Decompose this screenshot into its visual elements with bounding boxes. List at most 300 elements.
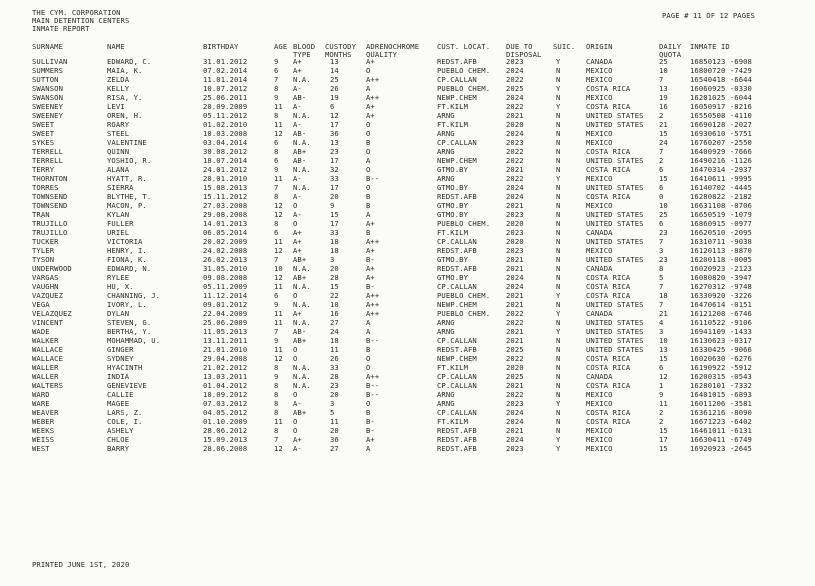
cell-name: FULLER: [107, 219, 134, 228]
cell-suicidal: N: [556, 93, 561, 102]
cell-custody-months: 28: [330, 273, 339, 282]
cell-blood-type: AB+: [293, 273, 307, 282]
cell-cust-locat: PUEBLO CHEM.: [437, 309, 491, 318]
cell-custody-months: 17: [330, 183, 339, 192]
cell-age: 8: [274, 84, 279, 93]
cell-origin: COSTA RICA: [586, 192, 631, 201]
table-row: [0, 255, 815, 264]
cell-origin: CANADA: [586, 57, 613, 66]
cell-suicidal: Y: [556, 102, 561, 111]
cell-blood-type: AB+: [293, 255, 307, 264]
cell-adrenochrome-quality: B-: [366, 426, 375, 435]
cell-blood-type: AB-: [293, 129, 307, 138]
cell-custody-months: 18: [330, 237, 339, 246]
table-row: [0, 399, 815, 408]
col-daily: DAILY: [659, 42, 682, 51]
cell-age: 7: [274, 435, 279, 444]
cell-birthday: 09.01.2012: [203, 300, 248, 309]
cell-surname: WALLER: [32, 372, 59, 381]
cell-age: 9: [274, 165, 279, 174]
table-row: [0, 138, 815, 147]
cell-adrenochrome-quality: B: [366, 138, 371, 147]
table-row: [0, 174, 815, 183]
cell-suicidal: N: [556, 75, 561, 84]
col-daily-quota: QUOTA: [659, 50, 682, 59]
cell-blood-type: AB-: [293, 327, 307, 336]
cell-due-year: 2021: [506, 165, 524, 174]
cell-birthday: 05.11.2012: [203, 111, 248, 120]
cell-cust-locat: FT.KILM: [437, 120, 468, 129]
cell-surname: SYKES: [32, 138, 55, 147]
cell-adrenochrome-quality: A+: [366, 273, 375, 282]
cell-due-year: 2024: [506, 417, 524, 426]
cell-inmate-id: 16690128 -2027: [690, 120, 752, 129]
table-row: [0, 372, 815, 381]
cell-age: 6: [274, 66, 279, 75]
table-row: [0, 282, 815, 291]
cell-suicidal: N: [556, 111, 561, 120]
cell-due-year: 2021: [506, 201, 524, 210]
cell-origin: COSTA RICA: [586, 408, 631, 417]
cell-name: FIONA, K.: [107, 255, 147, 264]
cell-name: HENRY, I.: [107, 246, 147, 255]
cell-cust-locat: GTMO.BY: [437, 201, 468, 210]
cell-due-year: 2020: [506, 363, 524, 372]
cell-age: 10: [274, 264, 283, 273]
cell-adrenochrome-quality: O: [366, 129, 371, 138]
cell-suicidal: N: [556, 192, 561, 201]
cell-blood-type: A-: [293, 102, 302, 111]
cell-inmate-id: 16080820 -3947: [690, 273, 752, 282]
cell-daily-quota: 2: [659, 156, 664, 165]
cell-daily-quota: 15: [659, 426, 668, 435]
cell-suicidal: N: [556, 354, 561, 363]
cell-surname: SWANSON: [32, 93, 63, 102]
cell-name: CHLOE: [107, 435, 130, 444]
table-row: [0, 156, 815, 165]
cell-custody-months: 19: [330, 93, 339, 102]
cell-age: 9: [274, 336, 279, 345]
cell-origin: UNITED STATES: [586, 210, 644, 219]
cell-birthday: 25.06.2009: [203, 318, 248, 327]
cell-surname: TOWNSEND: [32, 192, 68, 201]
cell-surname: SWEENEY: [32, 111, 63, 120]
cell-blood-type: A+: [293, 309, 302, 318]
cell-blood-type: A-: [293, 192, 302, 201]
cell-birthday: 10.07.2012: [203, 84, 248, 93]
cell-birthday: 10.09.2012: [203, 390, 248, 399]
cell-blood-type: N.A.: [293, 300, 311, 309]
cell-blood-type: O: [293, 291, 298, 300]
cell-name: KELLY: [107, 84, 130, 93]
cell-cust-locat: NEWP.CHEM: [437, 93, 477, 102]
cell-daily-quota: 6: [659, 219, 664, 228]
cell-blood-type: N.A.: [293, 318, 311, 327]
cell-due-year: 2022: [506, 309, 524, 318]
cell-name: SYDNEY: [107, 354, 134, 363]
cell-custody-months: 20: [330, 390, 339, 399]
cell-cust-locat: GTMO.BY: [437, 273, 468, 282]
cell-adrenochrome-quality: B: [366, 228, 371, 237]
cell-adrenochrome-quality: A: [366, 444, 371, 453]
cell-surname: TYSON: [32, 255, 55, 264]
cell-custody-months: 11: [330, 417, 339, 426]
cell-name: ROARY: [107, 120, 130, 129]
cell-origin: UNITED STATES: [586, 327, 644, 336]
cell-daily-quota: 7: [659, 147, 664, 156]
cell-adrenochrome-quality: B--: [366, 336, 380, 345]
cell-due-year: 2024: [506, 66, 524, 75]
cell-surname: WALLACE: [32, 345, 63, 354]
cell-name: RYLEE: [107, 273, 130, 282]
cell-daily-quota: 7: [659, 282, 664, 291]
cell-adrenochrome-quality: O: [366, 354, 371, 363]
cell-blood-type: AB-: [293, 93, 307, 102]
cell-origin: COSTA RICA: [586, 84, 631, 93]
cell-origin: COSTA RICA: [586, 291, 631, 300]
cell-due-year: 2023: [506, 57, 524, 66]
cell-cust-locat: FT.KILM: [437, 228, 468, 237]
cell-blood-type: N.A.: [293, 183, 311, 192]
cell-daily-quota: 2: [659, 408, 664, 417]
cell-daily-quota: 15: [659, 444, 668, 453]
cell-surname: WEBER: [32, 417, 55, 426]
cell-suicidal: N: [556, 147, 561, 156]
cell-origin: MEXICO: [586, 201, 613, 210]
cell-name: ALANA: [107, 165, 130, 174]
cell-blood-type: O: [293, 417, 298, 426]
cell-daily-quota: 1: [659, 381, 664, 390]
cell-birthday: 15.08.2013: [203, 183, 248, 192]
cell-cust-locat: ARNG: [437, 174, 455, 183]
cell-origin: MEXICO: [586, 390, 613, 399]
cell-origin: COSTA RICA: [586, 273, 631, 282]
cell-blood-type: A-: [293, 444, 302, 453]
cell-adrenochrome-quality: B--: [366, 381, 380, 390]
cell-birthday: 07.02.2014: [203, 66, 248, 75]
cell-birthday: 27.03.2008: [203, 201, 248, 210]
cell-age: 9: [274, 57, 279, 66]
cell-birthday: 20.09.2009: [203, 102, 248, 111]
cell-surname: VAZQUEZ: [32, 291, 63, 300]
cell-age: 11: [274, 120, 283, 129]
table-row: [0, 336, 815, 345]
cell-age: 12: [274, 201, 283, 210]
cell-age: 7: [274, 75, 279, 84]
cell-inmate-id: 16280101 -7332: [690, 381, 752, 390]
cell-inmate-id: 16011206 -3581: [690, 399, 752, 408]
cell-surname: WALTERS: [32, 381, 63, 390]
cell-origin: COSTA RICA: [586, 102, 631, 111]
cell-due-year: 2021: [506, 381, 524, 390]
cell-adrenochrome-quality: A+: [366, 57, 375, 66]
cell-name: MAIA, K.: [107, 66, 143, 75]
cell-adrenochrome-quality: B: [366, 201, 371, 210]
cell-origin: MEXICO: [586, 66, 613, 75]
cell-surname: TERRELL: [32, 156, 63, 165]
cell-inmate-id: 16930610 -5751: [690, 129, 752, 138]
table-row: [0, 210, 815, 219]
cell-daily-quota: 13: [659, 345, 668, 354]
cell-custody-months: 18: [330, 336, 339, 345]
cell-cust-locat: REDST.AFB: [437, 246, 477, 255]
cell-age: 9: [274, 93, 279, 102]
cell-adrenochrome-quality: A++: [366, 93, 380, 102]
cell-due-year: 2025: [506, 345, 524, 354]
cell-custody-months: 18: [330, 246, 339, 255]
cell-adrenochrome-quality: B--: [366, 390, 380, 399]
cell-daily-quota: 6: [659, 165, 664, 174]
cell-age: 7: [274, 183, 279, 192]
report-division: MAIN DETENTION CENTERS: [32, 16, 130, 25]
cell-blood-type: A-: [293, 120, 302, 129]
cell-suicidal: N: [556, 417, 561, 426]
cell-due-year: 2023: [506, 444, 524, 453]
cell-custody-months: 24: [330, 327, 339, 336]
cell-inmate-id: 16620510 -2095: [690, 228, 752, 237]
cell-age: 11: [274, 318, 283, 327]
cell-cust-locat: CP.CALLAN: [437, 408, 477, 417]
cell-custody-months: 27: [330, 318, 339, 327]
cell-daily-quota: 25: [659, 57, 668, 66]
cell-origin: MEXICO: [586, 174, 613, 183]
cell-surname: WEST: [32, 444, 50, 453]
cell-origin: MEXICO: [586, 399, 613, 408]
cell-custody-months: 6: [330, 102, 335, 111]
table-row: [0, 435, 815, 444]
cell-custody-months: 20: [330, 192, 339, 201]
cell-due-year: 2025: [506, 372, 524, 381]
col-blood: BLOOD: [293, 42, 316, 51]
table-row: [0, 111, 815, 120]
cell-name: LARS, Z.: [107, 408, 143, 417]
cell-birthday: 15.09.2013: [203, 435, 248, 444]
cell-name: YOSHIO, R.: [107, 156, 152, 165]
cell-origin: MEXICO: [586, 246, 613, 255]
table-row: [0, 183, 815, 192]
cell-blood-type: O: [293, 201, 298, 210]
table-row: [0, 165, 815, 174]
table-row: [0, 417, 815, 426]
cell-custody-months: 23: [330, 147, 339, 156]
cell-inmate-id: 16121208 -6746: [690, 309, 752, 318]
cell-surname: WARE: [32, 399, 50, 408]
cell-adrenochrome-quality: O: [366, 399, 371, 408]
cell-birthday: 11.12.2014: [203, 291, 248, 300]
cell-blood-type: O: [293, 219, 298, 228]
cell-blood-type: A-: [293, 210, 302, 219]
cell-adrenochrome-quality: A+: [366, 102, 375, 111]
cell-cust-locat: ARNG: [437, 147, 455, 156]
cell-age: 8: [274, 111, 279, 120]
cell-origin: COSTA RICA: [586, 165, 631, 174]
col-name: NAME: [107, 42, 125, 51]
cell-name: INDIA: [107, 372, 130, 381]
cell-custody-months: 17: [330, 120, 339, 129]
cell-adrenochrome-quality: A: [366, 327, 371, 336]
cell-age: 8: [274, 363, 279, 372]
cell-surname: WALKER: [32, 336, 59, 345]
table-row: [0, 147, 815, 156]
cell-blood-type: A-: [293, 84, 302, 93]
cell-daily-quota: 6: [659, 183, 664, 192]
cell-origin: CANADA: [586, 309, 613, 318]
cell-cust-locat: CP.CALLAN: [437, 75, 477, 84]
cell-inmate-id: 16280822 -2182: [690, 192, 752, 201]
cell-adrenochrome-quality: B--: [366, 174, 380, 183]
cell-name: ZELDA: [107, 75, 130, 84]
cell-birthday: 01.10.2009: [203, 417, 248, 426]
cell-suicidal: N: [556, 255, 561, 264]
cell-adrenochrome-quality: B-: [366, 255, 375, 264]
cell-custody-months: 13: [330, 138, 339, 147]
cell-inmate-id: 16310711 -9038: [690, 237, 752, 246]
cell-suicidal: Y: [556, 399, 561, 408]
cell-custody-months: 36: [330, 129, 339, 138]
cell-age: 12: [274, 246, 283, 255]
cell-cust-locat: FT.KILM: [437, 417, 468, 426]
cell-cust-locat: NEWP.CHEM: [437, 300, 477, 309]
cell-adrenochrome-quality: O: [366, 363, 371, 372]
cell-age: 8: [274, 192, 279, 201]
cell-cust-locat: REDST.AFB: [437, 264, 477, 273]
cell-cust-locat: ARNG: [437, 318, 455, 327]
cell-adrenochrome-quality: O: [366, 120, 371, 129]
cell-surname: TRUJILLO: [32, 219, 68, 228]
cell-cust-locat: GTMO.BY: [437, 255, 468, 264]
cell-adrenochrome-quality: A: [366, 318, 371, 327]
cell-cust-locat: REDST.AFB: [437, 192, 477, 201]
cell-suicidal: N: [556, 408, 561, 417]
cell-origin: UNITED STATES: [586, 120, 644, 129]
cell-cust-locat: NEWP.CHEM: [437, 156, 477, 165]
cell-age: 12: [274, 354, 283, 363]
cell-adrenochrome-quality: A: [366, 210, 371, 219]
cell-blood-type: A+: [293, 228, 302, 237]
cell-due-year: 2024: [506, 282, 524, 291]
cell-custody-months: 17: [330, 156, 339, 165]
cell-daily-quota: 7: [659, 237, 664, 246]
cell-adrenochrome-quality: A+: [366, 264, 375, 273]
cell-blood-type: N.A.: [293, 282, 311, 291]
cell-inmate-id: 16200315 -0543: [690, 372, 752, 381]
cell-surname: TERRELL: [32, 147, 63, 156]
cell-daily-quota: 12: [659, 372, 668, 381]
cell-adrenochrome-quality: B-: [366, 282, 375, 291]
col-adrenochrome: ADRENOCHROME: [366, 42, 420, 51]
cell-adrenochrome-quality: O: [366, 66, 371, 75]
cell-due-year: 2022: [506, 156, 524, 165]
cell-birthday: 22.04.2009: [203, 309, 248, 318]
cell-daily-quota: 10: [659, 201, 668, 210]
cell-birthday: 09.08.2008: [203, 273, 248, 282]
cell-blood-type: A+: [293, 66, 302, 75]
cell-surname: SULLIVAN: [32, 57, 68, 66]
cell-inmate-id: 16490216 -1126: [690, 156, 752, 165]
cell-daily-quota: 23: [659, 228, 668, 237]
cell-blood-type: O: [293, 390, 298, 399]
cell-custody-months: 9: [330, 201, 335, 210]
report-title: INMATE REPORT: [32, 24, 90, 33]
cell-suicidal: N: [556, 345, 561, 354]
cell-age: 7: [274, 255, 279, 264]
col-age: AGE: [274, 42, 288, 51]
cell-blood-type: AB+: [293, 408, 307, 417]
cell-name: RISA, Y.: [107, 93, 143, 102]
cell-surname: WARD: [32, 390, 50, 399]
cell-age: 11: [274, 237, 283, 246]
cell-blood-type: N.A.: [293, 381, 311, 390]
cell-origin: COSTA RICA: [586, 363, 631, 372]
cell-blood-type: N.A.: [293, 372, 311, 381]
cell-birthday: 13.11.2011: [203, 336, 248, 345]
table-row: [0, 228, 815, 237]
cell-name: CHANNING, J.: [107, 291, 161, 300]
cell-surname: VARGAS: [32, 273, 59, 282]
cell-inmate-id: 16060925 -0330: [690, 84, 752, 93]
cell-suicidal: N: [556, 336, 561, 345]
cell-custody-months: 3: [330, 255, 335, 264]
cell-inmate-id: 16200118 -0005: [690, 255, 752, 264]
cell-age: 6: [274, 291, 279, 300]
cell-birthday: 28.06.2012: [203, 426, 248, 435]
cell-blood-type: A+: [293, 57, 302, 66]
cell-daily-quota: 11: [659, 399, 668, 408]
cell-blood-type: AB+: [293, 336, 307, 345]
cell-name: EDWARD, C.: [107, 57, 152, 66]
cell-blood-type: N.A.: [293, 111, 311, 120]
cell-custody-months: 27: [330, 444, 339, 453]
table-row: [0, 363, 815, 372]
cell-surname: SWEET: [32, 129, 55, 138]
col-birthday: BIRTHDAY: [203, 42, 239, 51]
cell-origin: COSTA RICA: [586, 282, 631, 291]
table-row: [0, 273, 815, 282]
cell-daily-quota: 23: [659, 255, 668, 264]
cell-custody-months: 17: [330, 219, 339, 228]
cell-custody-months: 5: [330, 408, 335, 417]
cell-custody-months: 15: [330, 282, 339, 291]
cell-origin: MEXICO: [586, 75, 613, 84]
cell-custody-months: 20: [330, 426, 339, 435]
cell-age: 8: [274, 381, 279, 390]
cell-name: MOHAMMAD, U.: [107, 336, 161, 345]
cell-surname: SWANSON: [32, 84, 63, 93]
cell-inmate-id: 16800720 -7429: [690, 66, 752, 75]
cell-daily-quota: 0: [659, 192, 664, 201]
cell-daily-quota: 16: [659, 102, 668, 111]
cell-due-year: 2021: [506, 327, 524, 336]
table-row: [0, 129, 815, 138]
col-due-to: DUE TO: [506, 42, 533, 51]
cell-inmate-id: 16201025 -6044: [690, 93, 752, 102]
col-adrenochrome-quality: QUALITY: [366, 50, 397, 59]
cell-blood-type: N.A.: [293, 264, 311, 273]
table-row: [0, 426, 815, 435]
cell-surname: WEEKS: [32, 426, 55, 435]
cell-age: 12: [274, 210, 283, 219]
cell-custody-months: 12: [330, 111, 339, 120]
cell-name: OREN, H.: [107, 111, 143, 120]
cell-age: 9: [274, 372, 279, 381]
cell-cust-locat: REDST.AFB: [437, 426, 477, 435]
cell-suicidal: N: [556, 237, 561, 246]
cell-cust-locat: REDST.AFB: [437, 444, 477, 453]
cell-custody-months: 10: [330, 300, 339, 309]
cell-suicidal: N: [556, 282, 561, 291]
cell-custody-months: 33: [330, 363, 339, 372]
cell-inmate-id: 16190922 -5912: [690, 363, 752, 372]
